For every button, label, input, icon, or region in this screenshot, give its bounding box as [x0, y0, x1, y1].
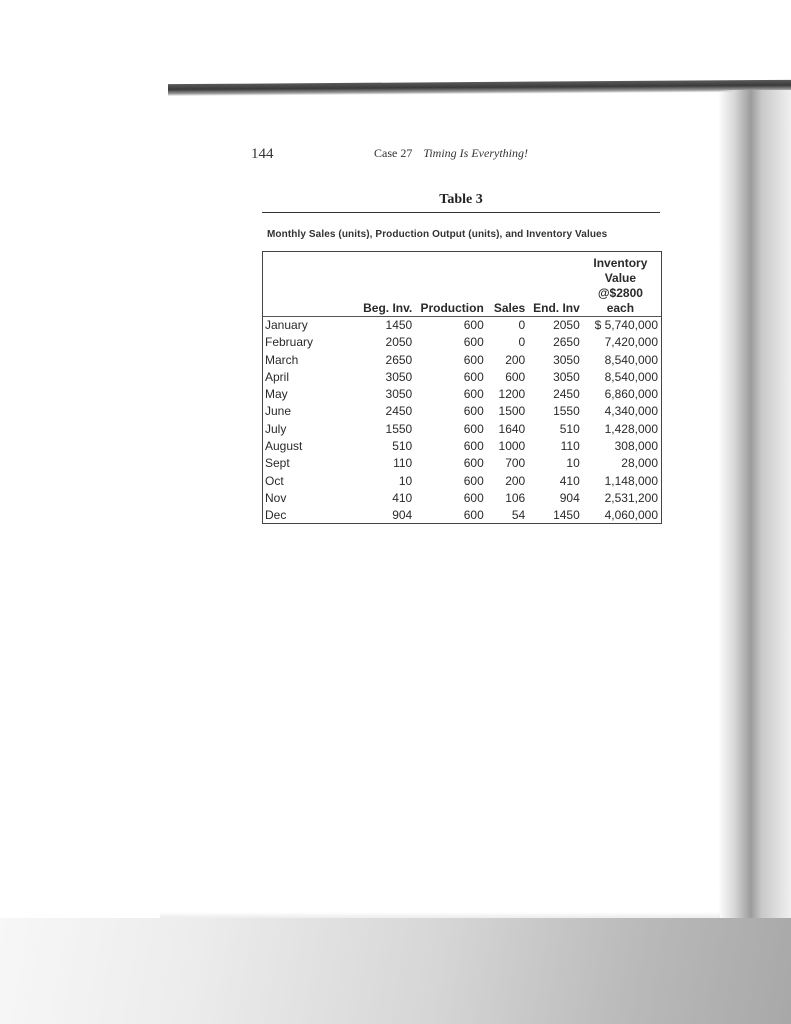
inventory-table-box — [262, 251, 662, 524]
table-row — [263, 317, 661, 335]
page-number: 144 — [251, 146, 274, 162]
cell-sales: 200 — [505, 473, 526, 488]
cell-end-inv: 2450 — [553, 387, 580, 402]
header-beg-inv: Beg. Inv. — [363, 301, 413, 315]
cell-sales: 600 — [505, 369, 526, 384]
table-rule — [262, 212, 660, 213]
cell-beg-inv: 2650 — [385, 352, 413, 367]
cell-production: 600 — [463, 387, 484, 402]
cell-month: Sept — [265, 456, 290, 471]
table-row — [263, 507, 661, 524]
cell-inventory-value: 8,540,000 — [604, 369, 658, 384]
scan-spine-shadow — [718, 90, 791, 1024]
header-inventory-value — [580, 252, 661, 317]
header-month — [263, 252, 345, 317]
cell-month: January — [263, 317, 345, 335]
cell-inventory-value: 6,860,000 — [604, 387, 658, 402]
cell-end-inv: 3050 — [553, 352, 580, 367]
case-title: Timing Is Everything! — [423, 146, 528, 160]
cell-production: 600 — [463, 352, 484, 367]
cell-production: 600 — [463, 421, 484, 436]
running-head — [374, 146, 528, 161]
cell-month: August — [265, 439, 303, 454]
table-row — [263, 490, 661, 507]
cell-end-inv: 2050 — [525, 317, 580, 335]
table-caption: Monthly Sales (units), Production Output (units), and Inventory Values — [267, 229, 608, 240]
cell-beg-inv: 510 — [392, 439, 413, 454]
cell-inventory-value: 7,420,000 — [604, 335, 658, 350]
header-value-line-2: Value — [604, 271, 637, 285]
cell-end-inv: 3050 — [553, 369, 580, 384]
table-body — [263, 317, 661, 525]
cell-beg-inv: 1550 — [385, 421, 413, 436]
cell-inventory-value: 2,531,200 — [604, 490, 658, 505]
table-row — [263, 473, 661, 490]
cell-month: May — [265, 387, 288, 402]
cell-end-inv: 1550 — [553, 404, 580, 419]
header-value-line-3: @$2800 — [597, 286, 643, 300]
cell-beg-inv: 904 — [392, 508, 413, 523]
cell-end-inv: 410 — [559, 473, 580, 488]
cell-sales: 1200 — [498, 387, 526, 402]
table-row — [263, 386, 661, 403]
cell-month: February — [265, 335, 314, 350]
cell-beg-inv: 2450 — [385, 404, 413, 419]
cell-inventory-value: 4,340,000 — [604, 404, 658, 419]
cell-sales: 54 — [511, 508, 526, 523]
cell-sales: 1500 — [498, 404, 526, 419]
cell-beg-inv: 10 — [398, 473, 413, 488]
table-row — [263, 334, 661, 351]
cell-beg-inv: 2050 — [385, 335, 413, 350]
cell-sales: 0 — [518, 335, 526, 350]
cell-production: 600 — [463, 456, 484, 471]
cell-production: 600 — [412, 317, 484, 335]
header-value-line-1: Inventory — [593, 256, 648, 270]
scan-top-shadow — [168, 80, 791, 96]
cell-inventory-value: 8,540,000 — [604, 352, 658, 367]
table-row — [263, 352, 661, 369]
header-value-line-4: each — [606, 301, 635, 315]
cell-month: Nov — [265, 490, 287, 505]
cell-sales: 0 — [484, 317, 525, 335]
cell-production: 600 — [463, 404, 484, 419]
table-row — [263, 438, 661, 455]
cell-sales: 200 — [505, 352, 526, 367]
cell-end-inv: 1450 — [553, 508, 580, 523]
cell-end-inv: 10 — [566, 456, 580, 471]
inventory-table — [263, 252, 661, 525]
cell-month: Dec — [265, 508, 287, 523]
cell-month: April — [265, 369, 290, 384]
cell-end-inv: 510 — [559, 421, 580, 436]
cell-beg-inv: 110 — [393, 456, 413, 471]
cell-production: 600 — [463, 335, 484, 350]
cell-production: 600 — [463, 369, 484, 384]
cell-month: June — [265, 404, 292, 419]
cell-sales: 106 — [505, 490, 526, 505]
table-row — [263, 455, 661, 472]
cell-production: 600 — [463, 490, 484, 505]
cell-sales: 700 — [505, 456, 526, 471]
header-sales: Sales — [493, 301, 526, 315]
cell-end-inv: 110 — [560, 439, 580, 454]
table-row — [263, 421, 661, 438]
cell-month: Oct — [265, 473, 284, 488]
cell-production: 600 — [463, 508, 484, 523]
table-header — [263, 252, 661, 317]
cell-beg-inv: 3050 — [385, 387, 413, 402]
cell-beg-inv: 1450 — [345, 317, 412, 335]
cell-beg-inv: 3050 — [385, 369, 413, 384]
cell-production: 600 — [463, 439, 484, 454]
table-row — [263, 369, 661, 386]
cell-inventory-value: 308,000 — [614, 439, 658, 454]
table-label: Table 3 — [439, 192, 483, 207]
cell-inventory-value: 1,428,000 — [604, 421, 658, 436]
cell-production: 600 — [463, 473, 484, 488]
header-production: Production — [420, 301, 484, 315]
case-label: Case 27 — [374, 146, 413, 160]
cell-end-inv: 904 — [559, 490, 580, 505]
cell-inventory-value: 28,000 — [621, 456, 658, 471]
cell-inventory-value: 4,060,000 — [604, 508, 658, 523]
table-row — [263, 403, 661, 420]
cell-beg-inv: 410 — [392, 490, 413, 505]
cell-inventory-value: 1,148,000 — [604, 473, 658, 488]
scan-bottom-shadow — [0, 918, 791, 1024]
cell-end-inv: 2650 — [553, 335, 580, 350]
cell-sales: 1640 — [498, 421, 526, 436]
header-end-inv: End. Inv — [533, 301, 580, 315]
cell-month: March — [265, 352, 299, 367]
cell-inventory-value: $ 5,740,000 — [580, 317, 661, 335]
cell-sales: 1000 — [498, 439, 526, 454]
cell-month: July — [265, 421, 287, 436]
